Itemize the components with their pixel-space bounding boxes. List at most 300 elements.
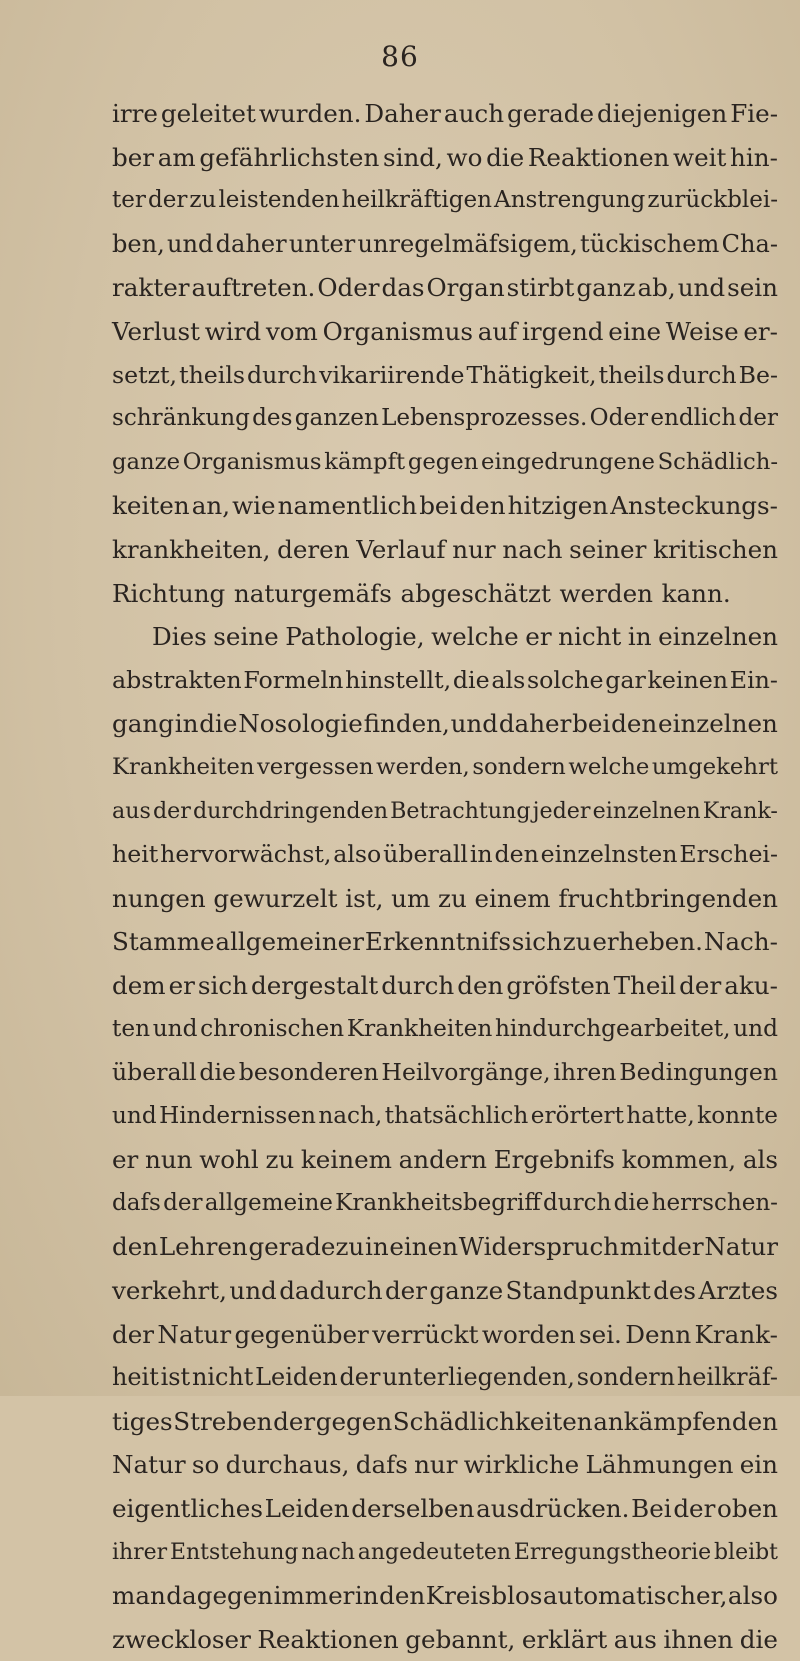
word: besonderen [238,1058,379,1087]
text-line [112,702,778,746]
text-line [112,1182,778,1226]
word: als [742,1145,778,1175]
word: Natur [112,1450,186,1480]
word: immer [273,1581,355,1611]
word: Arztes [698,1276,778,1306]
word: dergestalt [251,970,379,1000]
word: sich [197,970,249,1000]
word: geradezu [248,1232,365,1262]
word: auch [443,99,505,128]
word: diejenigen [597,99,728,128]
word: überall [383,840,468,869]
word: seiner [569,534,647,564]
word: eigentliches [112,1494,263,1523]
word: der [384,1276,427,1306]
word: Fie- [730,99,778,128]
word: und [112,1102,157,1129]
word: nur [414,1450,458,1480]
word: und [450,709,499,739]
word: Cha- [721,229,778,258]
word: mit [619,1232,661,1262]
word: wohl [199,1145,259,1175]
word: ihrer [112,1539,168,1565]
word: des [653,1276,697,1306]
word: einzelnen [658,709,778,739]
word: Nosologie [238,709,363,739]
word: ten [112,1015,151,1043]
word: den [457,970,504,1000]
word: heilkräf- [676,1363,778,1392]
word: weit [673,142,727,172]
word: auf [477,316,518,346]
word: Standpunkt [505,1276,651,1306]
word: die [739,1624,778,1654]
word: Krank- [694,1319,778,1349]
word: bei [419,491,458,521]
word: bei [572,709,611,739]
word: verkehrt, [112,1276,227,1306]
text-line [112,877,778,921]
word: theils [598,360,665,389]
word: kann. [661,578,731,608]
text-line [112,266,778,310]
word: Oder [589,405,649,432]
word: Lehren [158,1232,248,1262]
word: tiges [112,1406,173,1436]
word: hindurchgearbeitet, [494,1015,731,1043]
word: Reaktionen [257,1624,399,1654]
word: durch [247,360,318,389]
word: abgeschätzt [400,578,551,608]
word: also [333,840,382,869]
word: sei. [579,1319,622,1349]
word: den [379,1581,426,1611]
word: solche [526,665,604,694]
word: nach, [318,1102,383,1129]
word: Pathologie, [285,622,425,652]
word: gerade [507,99,595,128]
word: tückischem [580,229,720,258]
word: durch [543,1189,612,1216]
text-line [112,1443,778,1487]
word: Entstehung [169,1539,299,1565]
word: Kreis [425,1581,491,1611]
word: ber [112,142,155,172]
word: hitzigen [507,491,609,521]
text-line [112,354,778,398]
word: rakter [112,273,190,303]
word: der [112,1319,155,1349]
word: abstrakten [112,665,242,694]
word: Bei [631,1494,672,1523]
word: des [252,405,293,432]
word: heit [112,840,159,869]
word: worden [481,1319,576,1349]
word: Formeln [243,665,344,694]
word: hinstellt, [345,665,452,694]
body-text [112,92,778,1661]
word: konnte [697,1102,778,1129]
word: keiten [112,491,190,521]
text-line [112,1051,778,1095]
word: Natur [157,1319,232,1349]
word: ist [160,1363,191,1392]
text-line [112,572,778,616]
word: sondern [472,753,566,780]
word: hin- [730,142,778,172]
word: Leiden [255,1363,338,1392]
word: bleibt [714,1539,778,1565]
word: ter [112,187,146,214]
word: also [727,1581,778,1611]
word: allgemeiner [215,927,364,957]
word: gefährlichsten [199,142,380,172]
text-line [112,1356,778,1400]
word: chronischen [200,1015,345,1043]
word: er [525,622,552,652]
word: in [364,1232,389,1262]
word: nungen [112,883,206,913]
word: leistenden [218,187,340,214]
word: gebannt, [405,1624,516,1654]
word: schränkung [112,405,250,432]
word: der [673,1494,716,1523]
word: gröfsten [506,970,611,1000]
word: die [613,1189,650,1216]
word: Organismus [322,316,474,346]
word: Leiden [264,1494,350,1523]
word: Anstrengung [494,187,646,214]
word: Richtung [112,578,226,608]
word: Betrachtung [390,797,531,824]
word: der [339,1363,381,1392]
text-line [112,746,778,790]
word: nur [452,534,496,564]
word: welche [431,622,519,652]
text-line [112,1400,778,1444]
word: nicht [191,1363,254,1392]
text-line [112,833,778,877]
word: kämpft [324,448,406,475]
text-line [112,790,778,834]
text-line [112,179,778,223]
word: in [354,1581,379,1611]
word: durchaus, [225,1450,350,1480]
word: eine [608,316,662,346]
word: so [191,1450,220,1480]
word: keinem [300,1145,392,1175]
word: durch [666,360,737,389]
word: zweckloser [112,1624,251,1654]
word: wird [204,316,262,346]
word: den [112,1232,159,1262]
word: Verlust [112,316,201,346]
word: der [661,1232,704,1262]
word: daher [498,709,572,739]
word: dafs [112,1189,161,1216]
word: Erschei- [679,840,778,869]
word: gegen [407,448,479,475]
text-line [112,1138,778,1182]
word: endlich [650,405,737,432]
word: Be- [738,360,778,389]
word: und [733,1015,778,1043]
word: derselben [351,1494,475,1523]
word: einen [389,1232,459,1262]
word: Erregungstheorie [513,1539,712,1565]
text-line [112,528,778,572]
word: finden, [363,709,450,739]
word: Weise [665,316,739,346]
word: werden, [376,753,470,780]
word: Theil [613,970,677,1000]
word: der [147,187,188,214]
word: hervorwächst, [160,840,332,869]
word: er- [743,316,778,346]
word: erörtert [530,1102,624,1129]
word: Ein- [729,665,778,694]
word: unterliegenden, [382,1363,575,1392]
text-line [112,397,778,441]
word: das [381,273,425,303]
word: ben, [112,229,165,258]
word: der [152,797,191,824]
word: Bedingungen [619,1058,778,1087]
text-line [112,92,778,136]
word: geleitet [160,99,256,128]
word: vergessen [256,753,374,780]
word: fruchtbringenden [558,883,778,913]
word: krankheiten, [112,534,271,564]
word: heit [112,1363,159,1392]
word: den [459,491,506,521]
word: Widerspruch [458,1232,620,1262]
word: die [199,709,238,739]
text-line [112,1269,778,1313]
word: ganze [429,1276,504,1306]
word: ganz [576,273,636,303]
word: irre [112,99,158,128]
word: Krankheitsbegriff [335,1189,541,1216]
word: an, [191,491,231,521]
text-line [112,441,778,485]
word: Organ [426,273,505,303]
text-line [112,1487,778,1531]
word: einem [474,883,551,913]
word: keinen [647,665,729,694]
word: und [677,273,726,303]
word: durchdringenden [193,797,388,824]
word: dagegen [166,1581,274,1611]
word: und [152,1015,198,1043]
word: Schädlich- [657,448,778,475]
word: Lähmungen [585,1450,734,1480]
word: Schädlichkeiten [392,1406,593,1436]
page-number: 86 [381,40,419,73]
word: stirbt [506,273,575,303]
word: der [738,405,778,432]
word: zu [562,927,592,957]
word: sein [727,273,778,303]
word: setzt, [112,360,178,389]
word: die [199,1058,236,1087]
word: andern [398,1145,488,1175]
word: angedeuteten [357,1539,512,1565]
text-line [112,1313,778,1357]
word: dafs [355,1450,408,1480]
word: Krankheiten [112,753,255,780]
word: wo [446,142,483,172]
word: kritischen [653,534,778,564]
word: zurückblei- [647,187,778,214]
word: sich [511,927,562,957]
word: wurden. [258,99,362,128]
word: nach [502,534,563,564]
word: der [163,1189,203,1216]
word: theils [179,360,246,389]
word: irgend [522,316,604,346]
word: sind, [382,142,443,172]
text-line [112,964,778,1008]
word: nun [144,1145,193,1175]
word: dadurch [279,1276,383,1306]
word: Stamme [112,927,215,957]
word: erheben. [592,927,703,957]
word: zu [189,187,217,214]
word: ist, [345,883,384,913]
word: ihnen [663,1624,734,1654]
word: hatte, [626,1102,695,1129]
word: Krankheiten [346,1015,493,1043]
word: wie [232,491,276,521]
word: aku- [724,970,778,1000]
word: erklärt [521,1624,608,1654]
word: gegenüber [234,1319,369,1349]
word: und [167,229,214,258]
word: naturgemäfs [233,578,392,608]
word: automatischer, [542,1581,728,1611]
text-line [112,1095,778,1139]
word: den [611,709,658,739]
word: Reaktionen [527,142,670,172]
word: Streben [173,1406,273,1436]
text-line [112,615,778,659]
word: gang [112,709,174,739]
word: gegen [315,1406,393,1436]
word: als [491,665,526,694]
text-line [112,484,778,528]
word: zu [438,883,467,913]
word: jeder [532,797,591,824]
word: ausdrücken. [476,1494,630,1523]
word: einzelnen [658,622,778,652]
word: ab, [637,273,676,303]
word: und [229,1276,277,1306]
word: in [627,622,652,652]
word: unter [288,229,356,258]
word: Organismus [182,448,322,475]
word: am [157,142,196,172]
text-line [112,659,778,703]
word: gewurzelt [213,883,338,913]
word: oben [717,1494,778,1523]
word: um [391,883,431,913]
word: aus [112,797,151,824]
word: Verlauf [356,534,446,564]
word: werden [559,578,653,608]
word: die [486,142,525,172]
word: ganze [112,448,181,475]
word: kommen, [621,1145,737,1175]
word: seine [213,622,279,652]
word: umgekehrt [651,753,778,780]
word: verrückt [372,1319,479,1349]
word: Hindernissen [159,1102,316,1129]
text-line [112,136,778,180]
word: die [452,665,490,694]
word: man [112,1581,166,1611]
word: Lebensprozesses. [381,405,588,432]
word: in [174,709,199,739]
word: vikariirende [319,360,465,389]
text-line [112,920,778,964]
text-line [112,1225,778,1269]
word: gar [605,665,646,694]
word: den [494,840,539,869]
word: deren [277,534,350,564]
word: er [112,1145,139,1175]
word: unregelmäfsigem, [357,229,578,258]
text-line [112,310,778,354]
word: sondern [576,1363,676,1392]
text-line [112,1574,778,1618]
text-line [112,223,778,267]
word: Erkenntnifs [364,927,511,957]
word: zu [265,1145,295,1175]
word: herrschen- [651,1189,778,1216]
word: aus [613,1624,657,1654]
word: vom [265,316,318,346]
word: nach [301,1539,355,1565]
word: thatsächlich [384,1102,529,1129]
word: daher [215,229,287,258]
word: ankämpfenden [593,1406,778,1436]
word: Dies [152,622,207,652]
word: durch [381,970,455,1000]
word: nicht [558,622,622,652]
word: einzelnsten [540,840,678,869]
word: welche [568,753,650,780]
word: Daher [364,99,441,128]
word: Ansteckungs- [610,491,778,521]
word: Oder [317,273,380,303]
word: auftreten. [191,273,316,303]
text-line [112,1007,778,1051]
word: Nach- [703,927,778,957]
word: Heilvorgänge, [381,1058,551,1087]
word: Krank- [702,797,778,824]
word: Denn [625,1319,692,1349]
word: blos [491,1581,543,1611]
word: ihren [553,1058,617,1087]
word: dem [112,970,166,1000]
text-line [112,1531,778,1575]
word: namentlich [277,491,418,521]
word: Ergebnifs [493,1145,615,1175]
word: Natur [704,1232,778,1262]
word: einzelnen [592,797,701,824]
word: in [469,840,493,869]
